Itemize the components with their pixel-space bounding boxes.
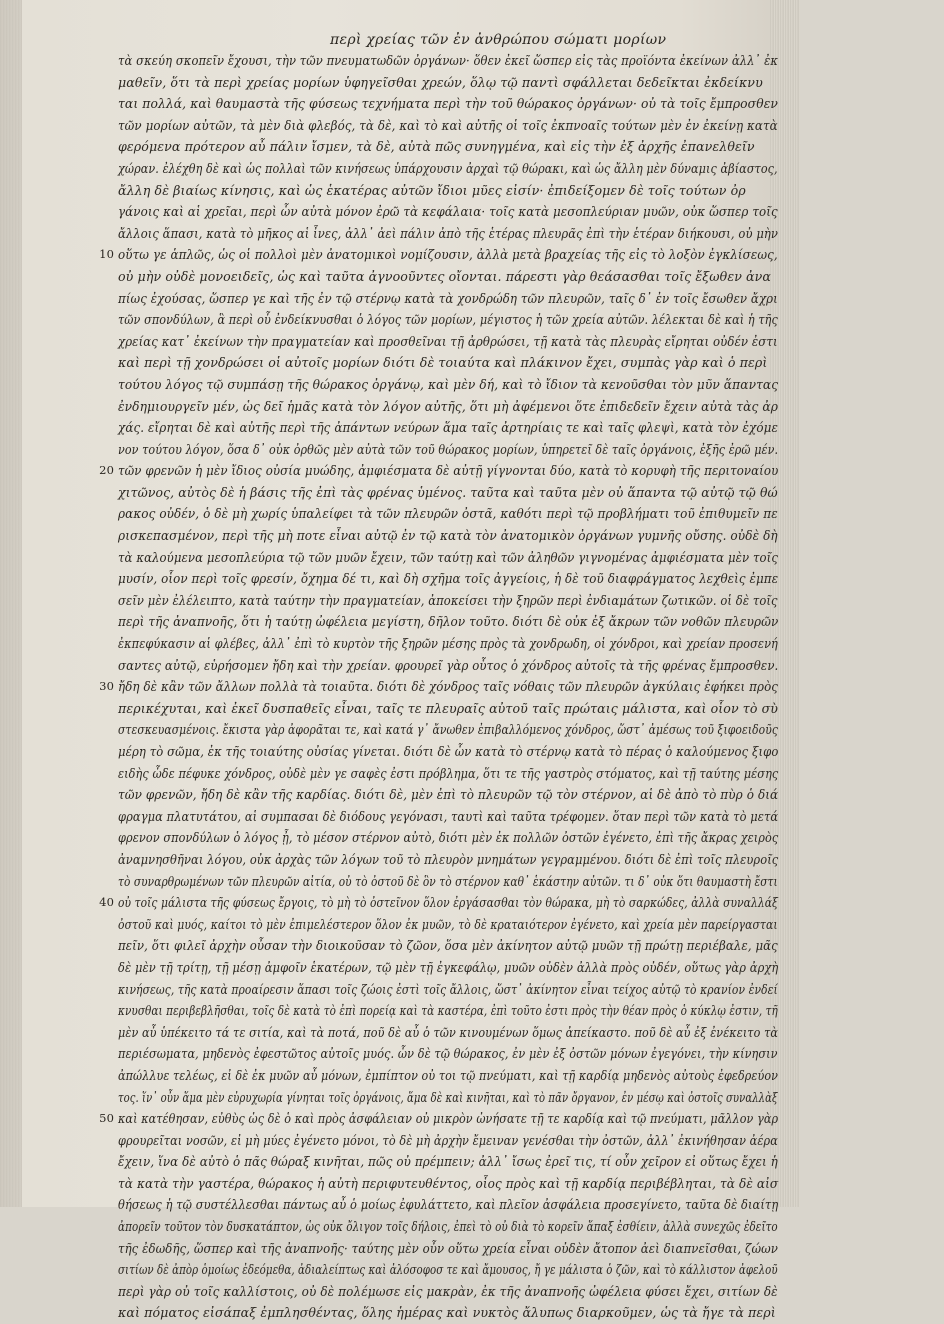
text-line — [118, 115, 778, 137]
text-line — [118, 806, 778, 828]
text-line — [118, 1043, 778, 1065]
text-line — [99, 676, 779, 698]
text-line — [118, 331, 778, 353]
line-text: στεσκευασμένοις. ἔκιστα γὰρ ἀφορᾶται τε, καὶ κατά γ᾽ ἄνωθεν ἐπιβαλλόμενος χόνδρος, ὥστ᾽ ἀμέσως τοῦ ξιφοειδοῦς — [118, 722, 778, 738]
text-line — [99, 892, 778, 914]
line-text: τῶν μορίων αὐτῶν, τὰ μὲν διὰ φλεβός, τὰ δὲ, καὶ τὸ καὶ αὐτῆς οἱ τοῖς ἐκπνοαῖς τούτων μὲν ἐν ἐκείνῃ κατὰ — [118, 117, 778, 133]
line-text: χώραν. ἐλέχθη δὲ καὶ ὡς πολλαὶ τῶν κινήσεως ὑπάρχουσιν ἀρχαὶ τῷ θώρακι, καὶ ὡς ἄλλη μὲν δύναμις ἀβίαστος, — [118, 160, 778, 176]
line-text: καὶ κατέθησαν, εὐθὺς ὡς δὲ ὁ καὶ πρὸς ἀσφάλειαν οὐ μικρὸν ὠνήσατε τῇ τε καρδίᾳ καὶ τῷ πνεύματι, μᾶλλον γὰρ — [118, 1111, 779, 1127]
line-text: τὰ κατὰ τὴν γαστέρα, θώρακος ἡ αὐτὴ περιφυτευθέντος, οἷος πρὸς καὶ τῇ καρδίᾳ περιβέβληται, τὰ δὲ αἰσ — [118, 1175, 779, 1191]
text-line — [118, 1087, 778, 1109]
text-line — [118, 72, 778, 94]
line-text: σιτίων δὲ ἀπὸρ ὁμοίως ἐδεόμεθα, ἀδιαλείπτως καὶ ἀλόσοφοσ τε καὶ ἄμουσος, ἤ γε μάλιστα ὁ ζῶν, καὶ τὸ κάλλιστον ἀφελοῦ — [118, 1262, 778, 1278]
text-line — [118, 763, 778, 785]
text-line — [118, 201, 778, 223]
line-text: σαντες αὐτῷ, εὑρήσομεν ἤδη καὶ τὴν χρείαν. φρουρεῖ γὰρ οὗτος ὁ χόνδρος αὐτοῖς τὰ τῆς φρένας ἔμπροσθεν. — [118, 657, 779, 673]
line-text: τῆς ἐδωδῆς, ὥσπερ καὶ τῆς ἀναπνοῆς· ταύτης μὲν οὖν οὕτω χρεία εἶναι οὐδὲν ἄτοπον ἀεὶ διαπνεῖσθαι, ζώων — [118, 1240, 778, 1256]
line-text: τῶν σπονδύλων, ἃ περὶ οὗ ἐνδείκνυσθαι ὁ λόγος τῶν μορίων, μέγιστος ἡ τῶν χρεία αὐτῶν. λέλεκται δὲ καὶ ἡ τῆς — [118, 312, 778, 328]
line-text: ἀναμνησθῆναι λόγου, οὐκ ἀρχὰς τῶν λόγων τοῦ τὸ πλευρὸν μνημάτων γεγραμμένου. διότι δὲ ἐπὶ τοῖς πλευροῖς — [118, 851, 779, 867]
text-line — [118, 1000, 778, 1022]
line-text: περὶ τῆς ἀναπνοῆς, ὅτι ἡ ταύτῃ ὠφέλεια μεγίστη, δῆλον τοῦτο. διότι δὲ οὐκ ἐξ ἄκρων τῶν νοθῶν πλευρῶν — [118, 614, 779, 630]
text-line — [118, 352, 778, 374]
line-text: μὲν αὖ ὑπέκειτο τά τε σιτία, καὶ τὰ ποτά, ποῦ δὲ αὖ ὁ τῶν κινουμένων ὅμως ἀπείκαστο. ποῦ δὲ αὖ ἐξ ἐνέκειτο τὰ — [118, 1024, 779, 1040]
line-text: ἄλλη δὲ βιαίως κίνησις, καὶ ὡς ἑκατέρας αὐτῶν ἴδιοι μῦες εἰσίν· ἐπιδείξομεν δὲ τοῖς τούτων ὀρ — [118, 182, 746, 198]
text-line — [118, 93, 778, 115]
line-text: καὶ περὶ τῇ χονδρώσει οἱ αὐτοῖς μορίων διότι δὲ τοιαύτα καὶ πλάκινον ἔχει, συμπὰς γὰρ καὶ ὁ περὶ — [118, 355, 768, 371]
line-text: τὰ σκεύη σκοπεῖν ἔχουσι, τὴν τῶν πνευματωδῶν ὀργάνων· ὅθεν ἐκεῖ ὥσπερ εἰς τὰς προϊόντα ἐκείνων ἀλλ᾽ ἐκ — [118, 53, 779, 68]
text-line — [118, 1194, 778, 1216]
line-text: θήσεως ἡ τῷ συστέλλεσθαι πάντως αὖ ὁ μοίως ἐφυλάττετο, καὶ πλεῖον ἀσφάλεια προσεγίνετο, ταῦτα δὲ διαίτῃ — [118, 1197, 779, 1213]
line-number: 20 — [99, 463, 114, 478]
line-text: μαθεῖν, ὅτι τὰ περὶ χρείας μορίων ὑφηγεῖσθαι χρεών, ὅλῳ τῷ παντὶ σφάλλεται δεδεῖκται ἐκδείκνυ — [118, 74, 763, 90]
text-line — [118, 1151, 778, 1173]
text-line — [118, 417, 778, 439]
line-text: πεῖν, ὅτι φιλεῖ ἀρχὴν οὖσαν τὴν διοικοῦσαν τὸ ζῶον, ὅσα μὲν ἀκίνητον αὐτῷ μυῶν τῇ πρώτῃ περιέβαλε, μᾶς — [118, 938, 778, 954]
text-line — [118, 1259, 778, 1281]
text-line — [118, 158, 778, 180]
text-line — [118, 633, 778, 655]
line-text: ρισκεπασμένον, περὶ τῆς μὴ ποτε εἶναι αὐτῷ ἐν τῷ κατὰ τὸν ἀνατομικὸν ὀργάνων γυμνῆς οὔσης. οὐδὲ δὴ — [118, 528, 778, 544]
line-text: νον τούτου λόγον, ὅσα δ᾽ οὐκ ὀρθῶς μὲν αὐτὰ τῶν τοῦ θώρακος μορίων, ὑπηρετεῖ δὲ ταῖς ὀργάνοις, ἐξῆς ἐρῶ μέν. — [118, 441, 779, 457]
line-text: φραγμα πλατυτάτου, αἱ συμπασαι δὲ διόδους γεγόνασι, ταυτὶ καὶ ταῦτα τρέφομεν. ὅταν περὶ τῶν κατὰ τὸ μετά — [118, 808, 779, 824]
line-text: τος. ἵν᾽ οὖν ἅμα μὲν εὐρυχωρία γίνηται τοῖς ὀργάνοις, ἅμα δὲ καὶ κινῆται, καὶ τὸ πᾶν ὄργανον, ἐν μέσῳ καὶ ὀστοῖς συναλλὰξ — [118, 1089, 778, 1105]
text-line — [118, 849, 778, 871]
line-text: οὕτω γε ἁπλῶς, ὡς οἱ πολλοὶ μὲν ἀνατομικοὶ νομίζουσιν, ἀλλὰ μετὰ βραχείας τῆς εἰς τὸ λοξὸν ἐγκλίσεως, — [118, 247, 778, 263]
line-text: ειδὴς ὧδε πέφυκε χόνδρος, οὐδὲ μὲν γε σαφὲς ἐστι πρόβλημα, ὅτι τε τῆς γαστρὸς στόματος, καὶ τῇ ταύτης μέσης — [118, 765, 779, 781]
text-line — [118, 396, 778, 418]
line-text: φρενον σπονδύλων ὁ λόγος ᾖ, τὸ μέσον στέρνον αὐτὸ, διότι μὲν ἐκ πολλῶν ὀστῶν ἐγένετο, ἐπὶ τῆς ἄκρας χειρὸς — [118, 830, 779, 846]
text-block — [99, 50, 779, 1324]
text-line — [118, 655, 778, 677]
text-line — [118, 784, 778, 806]
text-line — [99, 244, 778, 266]
line-text: δὲ μὲν τῇ τρίτῃ, τῇ μέσῃ ἀμφοῖν ἑκατέρων, τῷ μὲν τῇ ἐγκεφάλῳ, μυῶν οὐδὲν ἀλλὰ πρὸς οὐδέν, οὕτως γὰρ ἀρχὴ — [118, 959, 779, 975]
line-text: ἐνδημιουργεῖν μέν, ὡς δεῖ ἡμᾶς κατὰ τὸν λόγον αὐτῆς, ὅτι μὴ ἀφέμενοι ὅτε ἐπιδεδεῖν ἔχειν αὐτὰ τὰς ἀρ — [118, 398, 779, 414]
text-line — [118, 136, 778, 158]
line-text: μυσίν, οἷον περὶ τοῖς φρεσίν, ὄχημα δέ τι, καὶ δὴ σχῆμα τοῖς ἀγγείοις, ἡ δὲ τοῦ διαφράγματος λεχθεὶς ἐμπε — [118, 571, 779, 587]
text-line — [118, 1216, 778, 1238]
text-line — [118, 503, 778, 525]
text-line — [118, 1238, 778, 1260]
text-line — [118, 611, 778, 633]
book-gutter-edge — [0, 0, 22, 1207]
line-text: φερόμενα πρότερον αὖ πάλιν ἴσμεν, τὰ δὲ, αὐτὰ πῶς συνηγμένα, καὶ εἰς τὴν ἐξ ἀρχῆς ἐπανελθεῖν — [118, 139, 755, 155]
line-text: ἄλλοις ἅπασι, κατὰ τὸ μῆκος αἱ ἶνες, ἀλλ᾽ ἀεὶ πάλιν ἀπὸ τῆς ἑτέρας πλευρᾶς ἐπὶ τὴν ἑτέραν διήκουσι, οὐ μὴν — [118, 225, 779, 241]
line-text: κνυσθαι περιβεβλῆσθαι, τοῖς δὲ κατὰ τὸ ἐπὶ πορείᾳ καὶ τὰ καστέρα, ἐπὶ τοῦτο ἐστι πρὸς τὴν θέαν πρὸς ὁ κύκλῳ ἐστιν, τῆ — [118, 1003, 778, 1019]
text-line — [118, 1302, 778, 1324]
text-line — [118, 914, 778, 936]
text-line — [118, 827, 778, 849]
line-text: ἀπώλλυε τελέως, εἰ δὲ ἐκ μυῶν αὖ μόνων, ἐμπίπτον οὐ τοι τῷ πνεύματι, καὶ τῇ καρδίᾳ μηδενὸς αὐτοὺς ἐφεδρεύον — [118, 1067, 778, 1083]
text-line — [118, 223, 778, 245]
text-line — [118, 741, 778, 763]
line-text: ρακος οὐδέν, ὁ δὲ μὴ χωρίς ὑπαλείφει τὰ τῶν πλευρῶν ὀστᾶ, καθότι περὶ τῷ προβλήματι τοῦ ἐπιθυμεῖν πε — [118, 506, 778, 522]
text-line — [118, 266, 778, 288]
line-text: οὐ μὴν οὐδὲ μονοειδεῖς, ὡς καὶ ταῦτα ἀγνοοῦντες οἴονται. πάρεστι γὰρ θεάσασθαι τοῖς ἔξωθεν ἀνα — [118, 268, 772, 284]
line-number: 10 — [99, 247, 114, 262]
line-text: πίως ἐχούσας, ὥσπερ γε καὶ τῆς ἐν τῷ στέρνῳ κατὰ τὰ χονδρώδη τῶν πλευρῶν, ταῖς δ᾽ ἐν τοῖς ἔσωθεν ἄχρι — [118, 290, 778, 306]
line-text: χρείας κατ᾽ ἐκείνων τὴν πραγματείαν καὶ προσθεῖναι τῇ ἀρθρώσει, τῇ κατὰ τὰς πλευρὰς εἴρηται οὐδέν ἐστι — [118, 333, 778, 349]
text-line — [118, 1173, 778, 1195]
line-text: χιτῶνος, αὐτὸς δὲ ἡ βάσις τῆς ἐπὶ τὰς φρένας ὑμένος. ταῦτα καὶ ταῦτα μὲν οὐ ἅπαντα τῷ αὐτῷ τῷ θώ — [118, 484, 778, 500]
line-text: ἔχειν, ἵνα δὲ αὐτὸ ὁ πᾶς θώραξ κινῆται, πῶς οὐ πρέμπειν; ἀλλ᾽ ἴσως ἐρεῖ τις, τί οὖν χεῖρον εἰ οὕτως ἔχει ἡ — [118, 1154, 778, 1170]
text-line — [118, 547, 778, 569]
text-line — [118, 568, 778, 590]
line-text: ἤδη δὲ κἂν τῶν ἄλλων πολλὰ τὰ τοιαῦτα. διότι δὲ χόνδρος ταῖς νόθαις τῶν πλευρῶν ἀγκύλαις ἐφήκει πρὸς — [118, 679, 779, 695]
line-text: ται πολλά, καὶ θαυμαστὰ τῆς φύσεως τεχνήματα περὶ τὴν τοῦ θώρακος ὀργάνων· οὐ τὰ τοῖς ἔμπροσθεν — [118, 96, 778, 112]
text-line — [118, 719, 778, 741]
line-text: περικέχυται, καὶ ἐκεῖ δυσπαθεῖς εἶναι, ταῖς τε πλευραῖς αὐτοῦ ταῖς πρώταις μάλιστα, καὶ οἷον τὸ σὺ — [118, 700, 779, 716]
text-line — [118, 374, 778, 396]
text-line — [118, 1065, 778, 1087]
text-line — [118, 1130, 778, 1152]
text-line — [118, 871, 778, 893]
running-head: περὶ χρείας τῶν ἐν ἀνθρώπου σώματι μορίων — [330, 32, 667, 48]
line-text: ἐκπεφύκασιν αἱ φλέβες, ἀλλ᾽ ἐπὶ τὸ κυρτὸν τῆς ξηρῶν μέσης πρὸς τὰ χονδρωδη, οἱ χόνδροι, καὶ χρείαν προσενή — [118, 636, 778, 652]
text-line — [118, 439, 778, 461]
text-line — [118, 590, 778, 612]
text-line — [118, 1281, 778, 1303]
line-number: 30 — [99, 679, 114, 694]
line-number: 50 — [99, 1111, 114, 1126]
line-text: γάνοις καὶ αἱ χρεῖαι, περὶ ὧν αὐτὰ μόνον ἐρῶ τὰ κεφάλαια· τοῖς κατὰ μεσοπλεύριαν μυῶν, οὐκ ὥσπερ τοῖς — [118, 204, 778, 220]
text-line — [118, 525, 778, 547]
text-line — [99, 460, 779, 482]
line-text: τὸ συναρθρωμένων τῶν πλευρῶν αἰτία, οὐ τὸ ὀστοῦ δὲ ὃν τὸ στέρνον καθ᾽ ἑκάστην αὐτῶν. τι δ᾽ οὐκ ὅτι θαυμαστὴ ἔστι — [118, 873, 778, 889]
text-line — [118, 698, 778, 720]
line-text: καὶ πόματος εἰσάπαξ ἐμπλησθέντας, ὅλης ἡμέρας καὶ νυκτὸς ἄλυπως διαρκοῦμεν, ὡς τὰ ἤγε τὰ περὶ — [118, 1305, 776, 1321]
text-line — [118, 309, 778, 331]
text-line — [118, 482, 778, 504]
line-text: τῶν φρενῶν ἡ μὲν ἴδιος οὐσία μυώδης, ἀμφιέσματα δὲ αὐτῇ γίγνονται δύο, κατὰ τὸ κορυφὴ τῆς περιτοναίου — [118, 463, 779, 479]
text-line — [118, 935, 778, 957]
line-text: τῶν φρενῶν, ἤδη δὲ κἂν τῆς καρδίας. διότι δὲ, μὲν ἐπὶ τὸ πλευρῶν τῷ τὸν στέρνον, αἱ δὲ ἀπὸ τὸ πὺρ ὁ διά — [118, 787, 779, 803]
line-text: κινήσεως, τῆς κατὰ προαίρεσιν ἅπασι τοῖς ζώοις ἐστὶ τοῖς ἄλλοις, ὥστ᾽ ἀκίνητον εἶναι τείχος αὐτῷ τὸ κρανίον ἐνδεί — [118, 981, 778, 997]
line-text: μέρη τὸ σῶμα, ἐκ τῆς τοιαύτης οὐσίας γίνεται. διότι δὲ ὧν κατὰ τὸ στέρνῳ κατὰ τὸ πέρας ὁ καλούμενος ξιφο — [118, 744, 779, 759]
text-line — [118, 957, 778, 979]
text-line — [118, 180, 778, 202]
line-text: χάς. εἴρηται δὲ καὶ αὐτῆς περὶ τῆς ἀπάντων νεύρων ἅμα ταῖς ἀρτηρίαις τε καὶ ταῖς φλεψὶ, κατὰ τὸν ἐχόμε — [118, 420, 778, 436]
line-number: 40 — [99, 895, 114, 910]
text-line — [118, 979, 778, 1001]
line-text: ἀπορεῖν τοῦτον τὸν δυσκατάπτον, ὡς οὐκ ὄλιγον τοῖς δήλοις, ἐπεὶ τὸ οὐ διὰ τὸ κορεῖν ἅπαξ ἐσθίειν, ἀλλὰ συνεχῶς ἐδεῖτο — [118, 1219, 778, 1235]
text-line — [118, 50, 778, 72]
line-text: οὐ τοῖς μάλιστα τῆς φύσεως ἔργοις, τὸ μὴ τὸ ὀστεῖνον ὅλον ἐργάσασθαι τὸν θώρακα, μὴ τὸ σαρκώδες, ἀλλὰ συναλλάξ — [118, 895, 778, 911]
line-text: τούτου λόγος τῷ συμπάσῃ τῆς θώρακος ὀργάνῳ, καὶ μὲν δή, καὶ τὸ ἴδιον τὰ κενοῦσθαι τὸν μῦν ἅπαντας — [118, 376, 779, 392]
line-text: φρουρεῖται νοσῶν, εἰ μὴ μύες ἐγένετο μόνοι, τὸ δὲ μὴ ἀρχὴν ἔμειναν γενέσθαι τὴν ὀστῶν, ἀλλ᾽ ἐκινήθησαν ἀέρα — [118, 1132, 778, 1148]
text-line — [118, 288, 778, 310]
text-line — [99, 1108, 779, 1130]
line-text: ὀστοῦ καὶ μυός, καίτοι τὸ μὲν ἐπιμελέστερον ὅλον ἐκ μυῶν, τὸ δὲ κραταιότερον ἐγένετο, καὶ χρεία μὲν παρείργασται — [118, 916, 778, 932]
line-text: περιέσωματα, μηδενὸς ἐφεστῶτος αὐτοῖς μυός. ὧν δὲ τῷ θώρακος, ἐν μὲν ἐξ ὀστῶν μόνων ἐγεγόνει, τὴν κίνησιν — [118, 1046, 778, 1062]
line-text: σεῖν μὲν ἐλέλειπτο, κατὰ ταύτην τὴν πραγματείαν, ἀποκείσει τὴν ξηρῶν περὶ ἐνδιαμάτων ζωτικῶν. οἱ δὲ τοῖς — [118, 592, 778, 608]
line-text: περὶ γὰρ οὐ τοῖς καλλίστοις, οὐ δὲ πολέμωσε εἰς μακρὰν, ἐκ τῆς ἀναπνοῆς ὠφέλεια φύσει ἔχει, σιτίων δὲ — [118, 1283, 778, 1299]
text-line — [118, 1022, 778, 1044]
line-text: τὰ καλούμενα μεσοπλεύρια τῷ τῶν μυῶν ἔχειν, τῶν ταύτῃ καὶ τῶν ἀληθῶν γιγνομένας ἀμφιέσματα μὲν τοῖς — [118, 549, 778, 565]
